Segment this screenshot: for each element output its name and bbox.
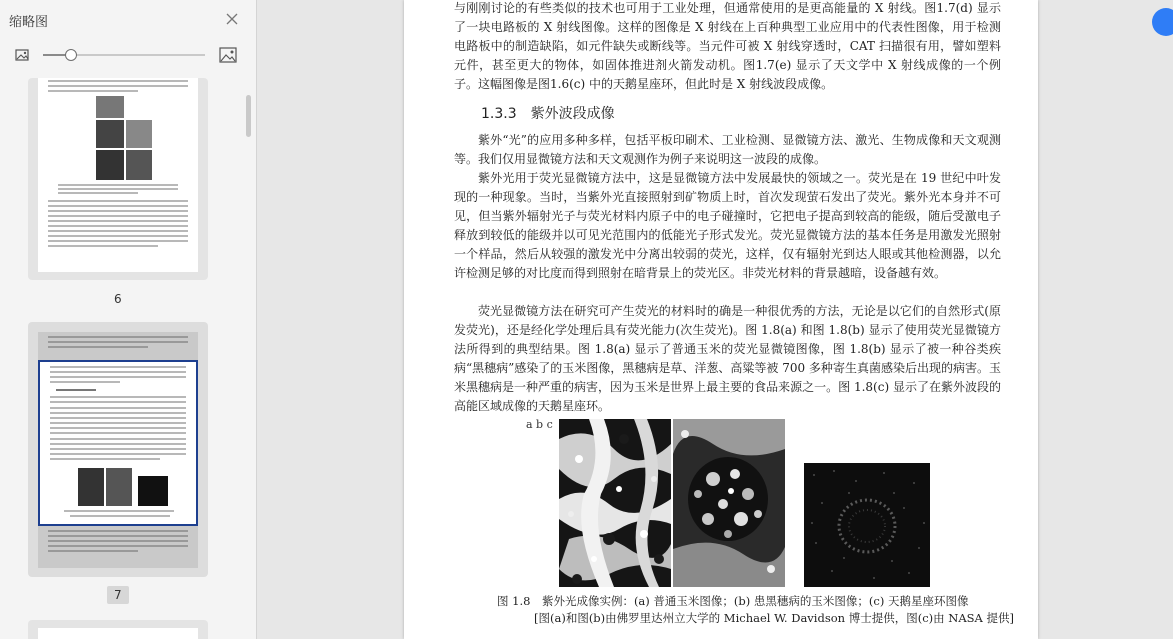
zoom-slider-knob[interactable] bbox=[65, 49, 77, 61]
document-page bbox=[404, 0, 1038, 639]
figure-panel-labels: a b c bbox=[526, 418, 553, 431]
thumbnail-page-7[interactable] bbox=[28, 322, 208, 577]
thumbnail-page-number: 6 bbox=[114, 292, 122, 306]
figure-image-cygnus-loop bbox=[804, 463, 930, 587]
current-view-frame bbox=[38, 360, 198, 526]
zoom-slider[interactable] bbox=[43, 54, 205, 56]
thumbnail-sidebar bbox=[0, 0, 257, 639]
figure-image-normal-corn bbox=[559, 419, 671, 587]
fluorescence-image bbox=[559, 419, 671, 587]
figure-caption: 图 1.8 紫外光成像实例：(a) 普通玉米图像；(b) 患黑穗病的玉米图像；(c) 天鹅星座环图像 bbox=[497, 594, 969, 608]
large-image-icon[interactable] bbox=[219, 47, 237, 63]
close-icon[interactable] bbox=[224, 11, 240, 27]
sidebar-scrollbar[interactable] bbox=[246, 95, 251, 137]
sidebar-header bbox=[0, 0, 256, 38]
sidebar-title: 缩略图 bbox=[9, 15, 49, 30]
thumbnail-page-6[interactable] bbox=[28, 78, 208, 280]
thumbnail-page-number: 7 bbox=[114, 588, 122, 602]
paragraph: 荧光显微镜方法在研究可产生荧光的材料时的确是一种很优秀的方法，无论是以它们的自然形式(原发荧光)，还是经化学处理后具有荧光能力(次生荧光)。图 1.8(a) 和图 1.8(b) 显示了使用荧光显微镜方法所得到的典型结果。图 1.8(a) 显示了普通玉米的荧光显微镜图像，图 1.8(b) 显示了被一种谷类疾病“黑穗病”感染了的玉米图像，黑穗病是草、洋葱、高粱等被 700 多种寄生真菌感染后出现的病害。玉米黑穗病是一种严重的病害，因为玉米是世界上最主要的食品来源之一。图 1.8(c) 显示了在紫外波段的高能区域成像的天鹅星座环。 bbox=[454, 304, 1001, 413]
uv-image bbox=[804, 463, 930, 587]
thumbnail-page-image bbox=[38, 332, 198, 568]
paragraph: 紫外光用于荧光显微镜方法中，这是显微镜方法中发展最快的领域之一。荧光是在 19 世纪中叶发现的一种现象。当时，当紫外光直接照射到矿物质上时，首次发现萤石发出了荧光。紫外光本身并不可见，但当紫外辐射光子与荧光材料内原子中的电子碰撞时，它把电子提高到较高的能级，随后受激电子释放到较低的能级并以可见光范围内的低能光子形式发光。荧光显微镜方法的基本任务是用激发光照射一个样品，然后从较强的激发光中分离出较弱的荧光，这样，仅有辐射光到达人眼或其他检测器，以允许检测足够的对比度而得到照射在暗背景上的荧光区。非荧光材料的背景越暗，设备越有效。 bbox=[454, 171, 1001, 280]
thumbnail-page-image bbox=[38, 628, 198, 639]
fluorescence-image bbox=[673, 419, 785, 587]
section-heading: 1.3.3 紫外波段成像 bbox=[481, 106, 615, 122]
figure-image-smut-corn bbox=[673, 419, 785, 587]
thumbnail-page-8[interactable] bbox=[28, 620, 208, 639]
thumbnail-page-image bbox=[38, 78, 198, 272]
paragraph: 紫外“光”的应用多种多样，包括平板印刷术、工业检测、显微镜方法、激光、生物成像和天文观测等。我们仅用显微镜方法和天文观测作为例子来说明这一波段的成像。 bbox=[454, 133, 1001, 166]
thumbnail-zoom-control bbox=[0, 40, 256, 70]
small-image-icon[interactable] bbox=[14, 47, 32, 63]
figure-credit: [图(a)和图(b)由佛罗里达州立大学的 Michael W. Davidson 博士提供，图(c)由 NASA 提供] bbox=[534, 611, 1014, 625]
assistant-button-icon[interactable] bbox=[1152, 8, 1173, 36]
paragraph: 与刚刚讨论的有些类似的技术也可用于工业处理，但通常使用的是更高能量的 X 射线。图1.7(d) 显示了一块电路板的 X 射线图像。这样的图像是 X 射线在上百种典型工业应用中的代表性图像，用于检测电路板中的制造缺陷，如元件缺失或断线等。当元件可被 X 射线穿透时，CAT 扫描很有用，譬如塑料元件，甚至更大的物体，如固体推进剂火箭发动机。图1.7(e) 显示了天文学中 X 射线成像的一个例子。这幅图像是图1.6(c) 中的天鹅星座环，但此时是 X 射线波段成像。 bbox=[454, 1, 1001, 91]
